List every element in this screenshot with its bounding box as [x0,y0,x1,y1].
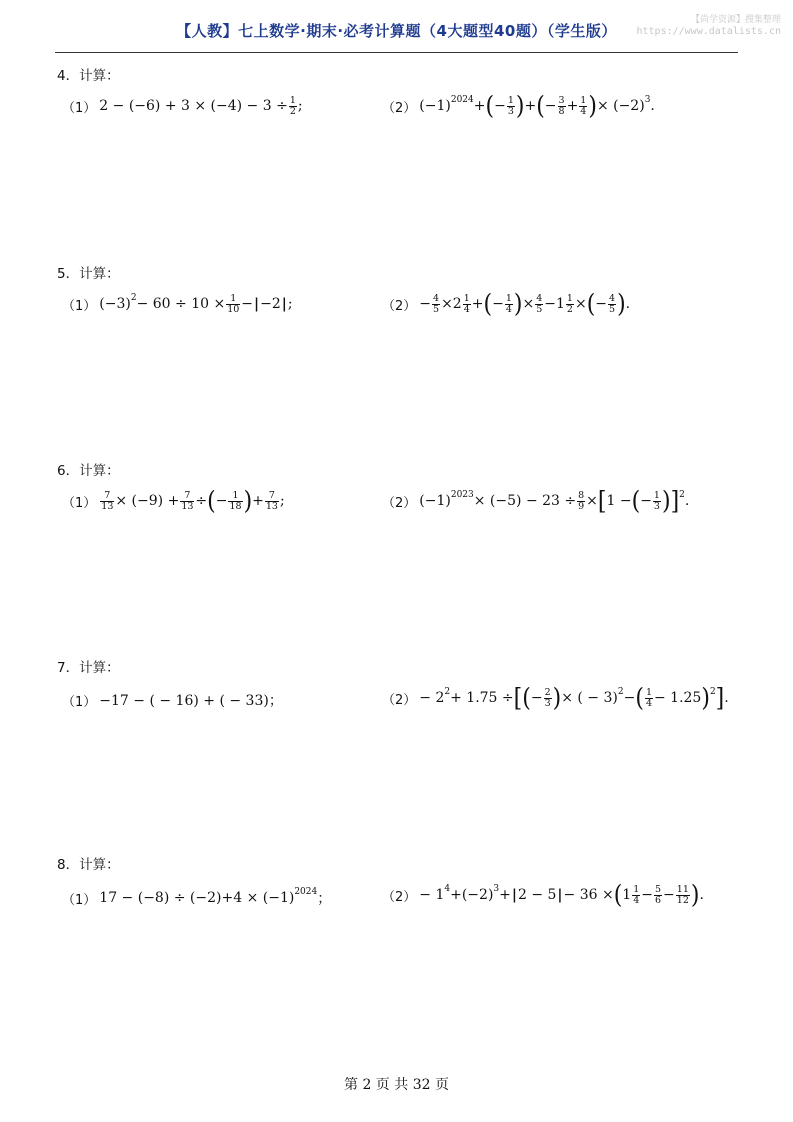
header-rule [55,52,738,53]
part-label: （2） [382,298,417,314]
question-8-part-2 [382,880,704,910]
question-5-part-2 [382,289,631,319]
expression: −17 − ( − 16) + ( − 33)； [99,693,283,709]
question-4-part-2 [382,91,655,121]
question-7-heading: 7．计算： [57,660,120,676]
question-8-heading: 8．计算： [57,857,120,873]
part-label: （2） [382,889,417,905]
part-label: （1） [62,298,97,314]
part-label: （1） [62,495,97,511]
expression: − 2 2 + 1.75 ÷ [ ( − $\frac{2}{3}$ ) × ( − 3) 2 − ( $\frac{1}{4}$ − 1.25 ) 2 ] . [419,683,729,713]
expression: (−1) 2024 + ( − $\frac{1}{3}$ ) + ( − $\frac{3}{8}$ + $\frac{1}{4}$ ) × (−2) 3 . [419,91,655,121]
watermark-url: https://www.datalists.cn [636,26,781,37]
part-label: （1） [62,100,97,116]
part-label: （2） [382,692,417,708]
question-6-part-1 [62,486,285,516]
part-label: （1） [62,694,97,710]
expression: (−1) 2023 × (−5) − 23 ÷ $\frac{8}{9}$ × [ 1 − ( − $\frac{1}{3}$ ) ] 2 . [419,486,690,516]
question-7-part-2 [382,683,729,713]
question-8-part-1 [62,888,331,908]
question-4-heading: 4．计算： [57,68,120,84]
question-5-part-1 [62,294,293,315]
expression: − 1 4 +(−2) 3 + | 2 − 5 | − 36 × ( 1 $\frac{1}{4}$ − $\frac{5}{6}$ − $\frac{11}{12}$ ) . [419,880,704,910]
part-label: （1） [62,892,97,908]
question-6-heading: 6．计算： [57,463,120,479]
expression: − $\frac{4}{5}$ × 2 $\frac{1}{4}$ + ( − $\frac{1}{4}$ ) × $\frac{4}{5}$ − 1 $\frac{1}{2}$ × ( − $\frac{4}{5}$ ) . [419,289,631,319]
question-6-part-2 [382,486,690,516]
expression: (−3) 2 − 60 ÷ 10 × $\frac{1}{10}$ − | −2 | ; [99,293,293,315]
question-5-heading: 5．计算： [57,266,120,282]
question-7-part-1 [62,690,283,710]
page-footer: 第 2 页 共 32 页 [344,1077,449,1093]
expression: 17 − (−8) ÷ (−2)+4 × (−1) 2024 ； [99,887,332,907]
watermark-text: 【尚学资源】搜集整理 [690,15,781,25]
part-label: （2） [382,100,417,116]
expression: 2 − (−6) + 3 × (−4) − 3 ÷ $\frac{1}{2}$ ; [99,95,303,117]
part-label: （2） [382,495,417,511]
header-title: 【人教】七上数学·期末·必考计算题（4大题型40题）（学生版） [176,22,617,40]
question-4-part-1 [62,96,303,117]
expression: $\frac{7}{13}$ × (−9) + $\frac{7}{13}$ ÷ ( − $\frac{1}{18}$ ) + $\frac{7}{13}$ ; [101,486,285,516]
